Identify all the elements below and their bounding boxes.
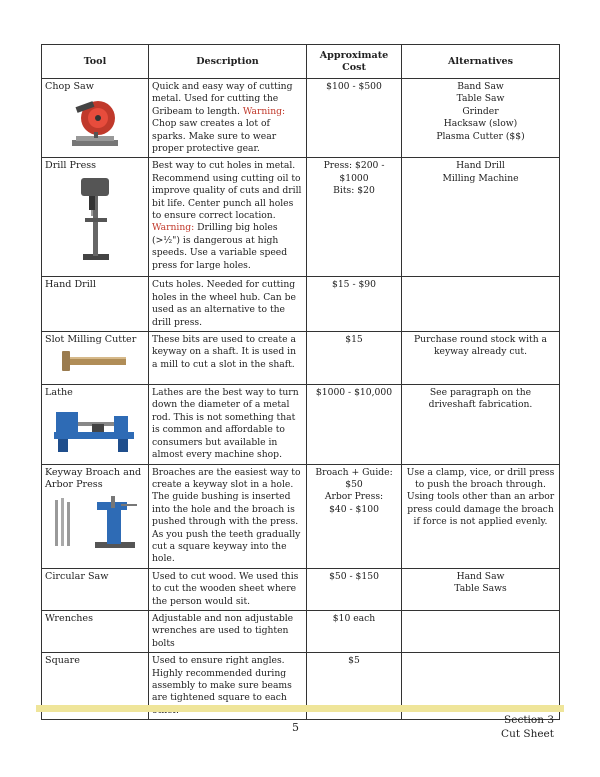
tool-cell — [42, 610, 149, 652]
header-cost: Approximate Cost — [307, 45, 402, 79]
table-row — [42, 277, 560, 332]
description-cell: Used to ensure right angles. Highly recommended during assembly to make sure beams are tightened square to each — [149, 653, 307, 720]
tool-name: Drill Press — [45, 160, 97, 172]
cost-cell: $100 - $500 — [307, 79, 402, 158]
tool-name: Keyway Broach and Arbor Press — [45, 466, 142, 490]
tools-table — [41, 44, 560, 720]
tool-name: Wrenches — [45, 612, 94, 624]
description-cell: These bits are used to create a keyway on a shaft. It is used in a mill to cut a slot in the shaft. — [149, 332, 307, 385]
tool-name: Circular Saw — [45, 570, 109, 582]
tool-name: Hand Drill — [45, 279, 96, 291]
cost-cell: Broach + Guide: $50 Arbor Press: $40 - $100 — [307, 464, 402, 568]
table-row — [42, 79, 560, 158]
alternatives-cell: Purchase round stock with a keyway already cut. — [402, 332, 560, 385]
description-cell: Adjustable and non adjustable wrenches are used to tighten bolts — [149, 610, 307, 652]
tool-name: Chop Saw — [45, 81, 94, 92]
cost-cell: $50 - $150 — [307, 568, 402, 610]
cost-cell: Press: $200 - $1000 Bits: $20 — [307, 158, 402, 277]
tool-cell — [42, 277, 149, 332]
description-cell: Quick and easy way of cutting metal. Used for cutting the Gribeam to length. Warning: Chop saw creates a lot of sparks. Make sure to wear proper protective gear. — [149, 79, 307, 158]
description-cell: Best way to cut holes in metal. Recommend using cutting oil to improve quality of cuts and drill bit life. Center punch all holes to ensure correct location. Warning: Drilling big holes (>½") is dangerous at high speeds. Use a variable speed press for large holes. — [149, 158, 307, 277]
section-title: Cut Sheet — [501, 728, 554, 740]
lathe-image — [52, 402, 138, 454]
tool-name: Lathe — [45, 387, 73, 399]
table-row — [42, 158, 560, 277]
header-description: Description — [149, 45, 307, 79]
warning-label: Warning: — [242, 105, 286, 117]
table-row — [42, 385, 560, 464]
alternatives-cell: Hand Drill Milling Machine — [402, 158, 560, 277]
table-header-row — [42, 45, 560, 79]
alternatives-cell — [402, 277, 560, 332]
tool-name: Square — [45, 655, 80, 667]
footer-divider-bar — [36, 705, 564, 712]
slot-milling-cutter-image — [60, 349, 130, 373]
tool-name: Slot Milling Cutter — [45, 334, 137, 346]
broach-and-arbor-press-image — [51, 494, 139, 550]
header-tool: Tool — [42, 45, 149, 79]
tool-cell — [42, 158, 149, 277]
alternatives-cell: Band Saw Table Saw Grinder Hacksaw (slow) Plasma Cutter ($$) — [402, 79, 560, 158]
description-cell: Lathes are the best way to turn down the diameter of a metal rod. This is not something that is common and affordable to consumers but available in almost every machine shop. — [149, 385, 307, 464]
drill-press-image — [75, 176, 115, 262]
table-row — [42, 610, 560, 652]
tool-cell — [42, 464, 149, 568]
tool-cell — [42, 332, 149, 385]
alternatives-cell: Hand Saw Table Saws — [402, 568, 560, 610]
page-number: 5 — [292, 721, 299, 734]
table-row — [42, 568, 560, 610]
tool-cell — [42, 568, 149, 610]
chop-saw-image — [64, 96, 126, 150]
cost-cell: $15 - $90 — [307, 277, 402, 332]
alternatives-cell — [402, 610, 560, 652]
section-label — [501, 713, 554, 741]
table-row — [42, 464, 560, 568]
alternatives-cell: Use a clamp, vice, or drill press to push the broach through. Using tools other than an arbor press could damage the broach if force is not applied evenly. — [402, 464, 560, 568]
description-cell: Used to cut wood. We used this to cut the wooden sheet where the person would sit. — [149, 568, 307, 610]
cost-cell: $5 — [307, 653, 402, 720]
table-row — [42, 332, 560, 385]
section-number: Section 3 — [504, 714, 554, 726]
cost-cell: $15 — [307, 332, 402, 385]
tool-cell — [42, 385, 149, 464]
warning-label: Warning: — [152, 222, 195, 234]
description-cell: Cuts holes. Needed for cutting holes in the wheel hub. Can be used as an alternative to the drill press. — [149, 277, 307, 332]
description-cell: Broaches are the easiest way to create a keyway slot in a hole. The guide bushing is inserted into the hole and the broach is pushed through with the press. As you push the teeth gradually cut a square keyway into the hole. — [149, 464, 307, 568]
cost-cell: $10 each — [307, 610, 402, 652]
alternatives-cell: See paragraph on the driveshaft fabrication. — [402, 385, 560, 464]
tool-cell — [42, 79, 149, 158]
header-alternatives: Alternatives — [402, 45, 560, 79]
cost-cell: $1000 - $10,000 — [307, 385, 402, 464]
